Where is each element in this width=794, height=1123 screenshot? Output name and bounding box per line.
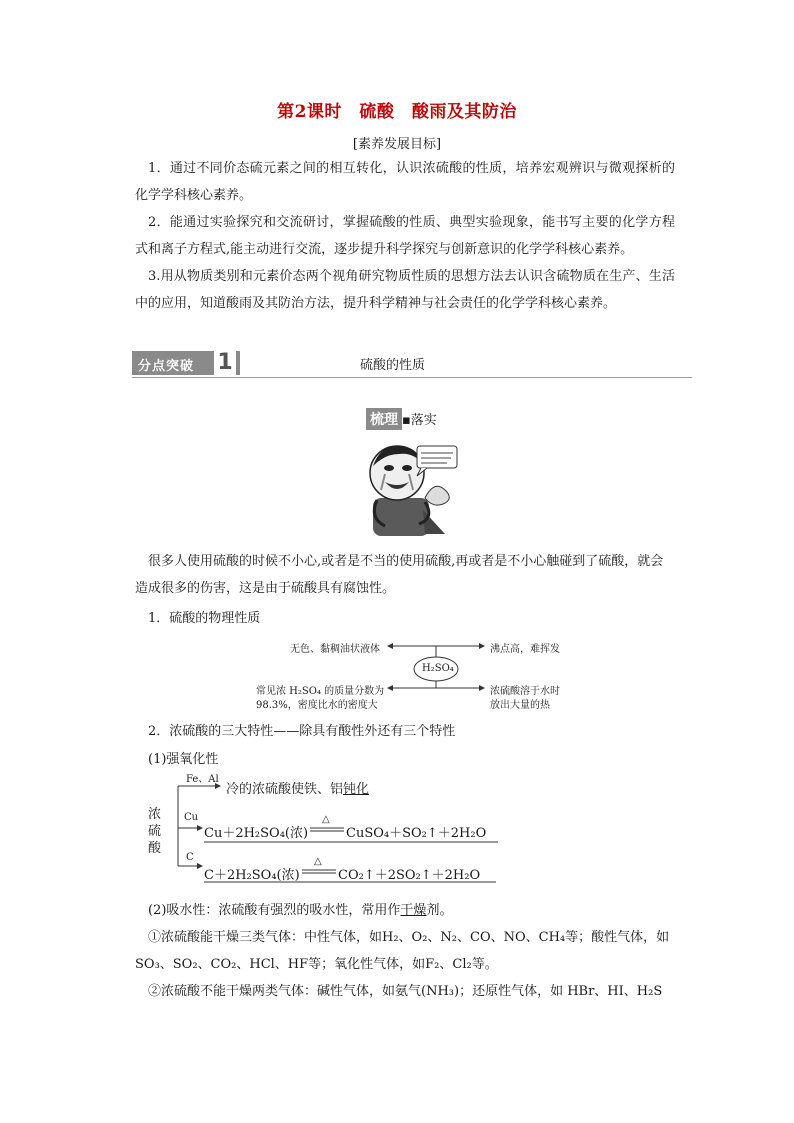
branch1-label: Fe、Al: [186, 774, 219, 785]
reactant-char-1: 浓: [148, 807, 162, 822]
diagram-left-bottom-1: 常见浓 H₂SO₄ 的质量分数为: [256, 686, 385, 697]
absorb-text-b: 干燥: [400, 903, 427, 918]
absorb-text-a: (2)吸水性：浓硫酸有强烈的吸水性，常用作: [148, 903, 401, 918]
section-badge: [132, 351, 240, 375]
shuli-box: 梳理: [366, 408, 402, 430]
absorb-line: [135, 897, 688, 924]
physical-properties-diagram: [250, 630, 580, 710]
intro-paragraph: 很多人使用硫酸的时候不小心,或者是不当的使用硫酸,再或者是不小心触碰到了硫酸，就会造成很多的伤害，这是由于硫酸具有腐蚀性。: [135, 554, 664, 596]
oxidizing-heading: (1)强氧化性: [148, 752, 219, 767]
page-title: 第2课时 硫酸 酸雨及其防治: [277, 102, 517, 122]
goal-item-1: 1．通过不同价态硫元素之间的相互转化，认识浓硫酸的性质，培养宏观辨识与微观探析的化学学科核心素养。: [135, 161, 675, 203]
branch3-lhs: C＋2H₂SO₄(浓): [204, 868, 300, 883]
reactant-char-3: 酸: [148, 841, 162, 856]
diagram-right-top: 沸点高，难挥发: [490, 644, 560, 655]
goal-item-3: 3.用从物质类别和元素价态两个视角研究物质性质的思想方法去认识含硫物质在生产、生活中的应用，知道酸雨及其防治方法，提升科学精神与社会责任的化学学科核心素养。: [135, 269, 675, 311]
branch2-condition: △: [322, 814, 330, 825]
reactant-char-2: 硫: [148, 824, 162, 839]
goal-item-2: 2．能通过实验探究和交流研讨，掌握硫酸的性质、典型实验现象，能书写主要的化学方程式和离子方程式,能主动进行交流，逐步提升科学探究与创新意识的化学学科核心素养。: [135, 215, 675, 257]
diagram-right-bottom-2: 放出大量的热: [490, 700, 550, 711]
branch1-text-a: 冷的浓硫酸使铁、铝: [226, 782, 344, 797]
oxidizing-reactions-diagram: [140, 770, 520, 890]
goals-heading: [素养发展目标]: [352, 137, 442, 152]
branch3-condition: △: [314, 856, 322, 867]
dry-list-2: ②浓硫酸不能干燥两类气体：碱性气体，如氨气(NH₃)；还原性气体，如 HBr、HI、H₂S: [148, 984, 663, 999]
reactant-label: [148, 806, 164, 857]
physical-heading: 1．硫酸的物理性质: [148, 611, 261, 626]
branch3-label: C: [186, 852, 194, 863]
crying-child-illustration: [355, 438, 465, 540]
goals-list: [135, 155, 675, 317]
dry-list-1: ①浓硫酸能干燥三类气体：中性气体，如H₂、O₂、N₂、CO、NO、CH₄等；酸性气体，如SO₃、SO₂、CO₂、HCl、HF等；氧化性气体，如F₂、Cl₂等。: [135, 930, 670, 972]
shuli-rest: ▪落实: [402, 413, 437, 428]
diagram-right-bottom-1: 浓硫酸溶于水时: [490, 686, 560, 697]
branch2-label: Cu: [184, 812, 199, 823]
section-badge-text: 分点突破: [138, 359, 195, 374]
branch3-rhs: CO₂↑＋2SO₂↑＋2H₂O: [338, 868, 481, 883]
section-badge-number: 1: [214, 351, 236, 375]
branch2-lhs: Cu＋2H₂SO₄(浓): [204, 826, 309, 841]
branch1-text-b: 钝化: [343, 782, 370, 797]
diagram-left-top: 无色、黏稠油状液体: [290, 644, 380, 655]
absorb-text-c: 剂。: [426, 903, 453, 918]
branch1-text: [226, 778, 369, 797]
shuli-label: [366, 408, 437, 430]
diagram-center: H₂SO₄: [422, 663, 454, 674]
section-title: 硫酸的性质: [360, 358, 426, 373]
diagram-left-bottom-2: 98.3%，密度比水的密度大: [256, 700, 378, 711]
branch2-rhs: CuSO₄＋SO₂↑＋2H₂O: [346, 826, 487, 841]
special-heading: 2．浓硫酸的三大特性——除具有酸性外还有三个特性: [148, 724, 456, 739]
